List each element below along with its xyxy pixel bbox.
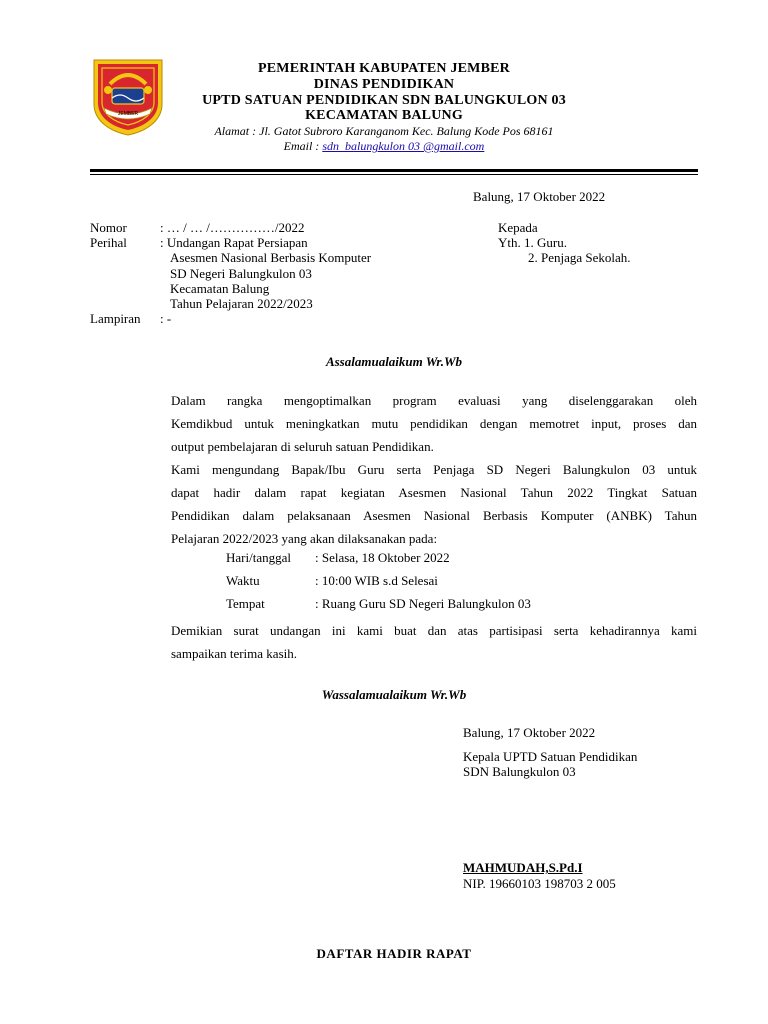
detail-value: : Ruang Guru SD Negeri Balungkulon 03	[315, 596, 531, 611]
detail-label: Tempat	[226, 596, 265, 611]
attendance-title: DAFTAR HADIR RAPAT	[316, 946, 472, 961]
farewell: Wassalamualaikum Wr.Wb	[321, 687, 467, 702]
perihal-line: Tahun Pelajaran 2022/2023	[170, 296, 313, 311]
header-school: UPTD SATUAN PENDIDIKAN SDN BALUNGKULON 03	[202, 93, 566, 108]
nomor-label: Nomor	[90, 220, 127, 235]
email-link[interactable]: sdn_balungkulon 03 @gmail.com	[322, 139, 485, 153]
header-email-line	[0, 139, 768, 154]
perihal-line: : Undangan Rapat Persiapan	[160, 235, 308, 250]
letter-date: Balung, 17 Oktober 2022	[473, 189, 606, 204]
detail-label: Hari/tanggal	[226, 550, 291, 565]
detail-label: Waktu	[226, 573, 260, 588]
signature-institution: SDN Balungkulon 03	[463, 764, 576, 779]
closing-line: Demikian surat undangan ini kami buat dan atas partisipasi serta kehadirannya kami	[171, 623, 697, 638]
recipient-yth: Yth. 1. Guru.	[498, 235, 567, 250]
header-government: PEMERINTAH KABUPATEN JEMBER	[258, 61, 510, 76]
body-line: Kemdikbud untuk meningkatkan mutu pendidikan dengan memotret input, proses dan	[171, 416, 697, 431]
email-label: Email :	[283, 139, 323, 153]
header-rule-thin	[90, 174, 698, 175]
greeting: Assalamualaikum Wr.Wb	[325, 354, 463, 369]
body-line: dapat hadir dalam rapat kegiatan Asesmen Nasional Tahun 2022 Tingkat Satuan	[171, 485, 697, 500]
lampiran-value: : -	[160, 311, 172, 326]
logo-text: JEMBER	[117, 111, 139, 117]
header-department: DINAS PENDIDIKAN	[313, 77, 455, 92]
recipient-kepada: Kepada	[498, 220, 538, 235]
perihal-label: Perihal	[90, 235, 127, 250]
header-rule-thick	[90, 169, 698, 172]
body-line: Kami mengundang Bapak/Ibu Guru serta Penjaga SD Negeri Balungkulon 03 untuk	[171, 462, 697, 477]
body-line: Pelajaran 2022/2023 yang akan dilaksanakan pada:	[171, 531, 438, 546]
signature-date: Balung, 17 Oktober 2022	[463, 725, 596, 740]
body-line: output pembelajaran di seluruh satuan Pendidikan.	[171, 439, 434, 454]
signature-position: Kepala UPTD Satuan Pendidikan	[463, 749, 638, 764]
body-line: Dalam rangka mengoptimalkan program evaluasi yang diselenggarakan oleh	[171, 393, 697, 408]
body-line: Pendidikan dalam pelaksanaan Asesmen Nasional Berbasis Komputer (ANBK) Tahun	[171, 508, 697, 523]
lampiran-label: Lampiran	[90, 311, 141, 326]
recipient-2: 2. Penjaga Sekolah.	[528, 250, 631, 265]
detail-value: : Selasa, 18 Oktober 2022	[315, 550, 450, 565]
signatory-name: MAHMUDAH,S.Pd.I	[463, 860, 583, 875]
perihal-line: Kecamatan Balung	[170, 281, 270, 296]
detail-value: : 10:00 WIB s.d Selesai	[315, 573, 438, 588]
header-address: Alamat : Jl. Gatot Subroro Karanganom Kec. Balung Kode Pos 68161	[214, 124, 554, 138]
signatory-nip: NIP. 19660103 198703 2 005	[463, 876, 616, 891]
nomor-value: : … / … /……………/2022	[160, 220, 305, 235]
header-district: KECAMATAN BALUNG	[305, 108, 463, 123]
perihal-line: SD Negeri Balungkulon 03	[170, 266, 312, 281]
perihal-line: Asesmen Nasional Berbasis Komputer	[170, 250, 372, 265]
closing-line: sampaikan terima kasih.	[171, 646, 297, 661]
